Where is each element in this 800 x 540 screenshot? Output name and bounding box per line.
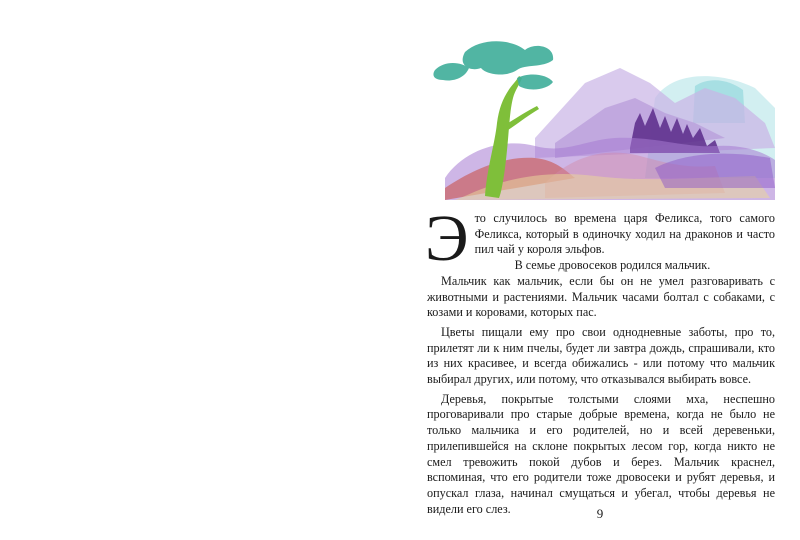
drop-cap: Э — [425, 202, 469, 275]
paragraph-3: Мальчик как мальчик, если бы он не умел разговаривать с животными и растениями. Мальчик часами болтал с собаками, с козами и коровами, которых пас. — [427, 273, 775, 320]
landscape-illustration — [425, 28, 775, 200]
page-number: 9 — [596, 506, 604, 521]
paragraph-5: Деревья, покрытые толстыми слоями мха, неспешно проговаривали про старые добрые времена, когда не было не только мальчика и его родителей, но и всей деревеньки, прилепившейся на склоне покрытых лесом гор, когда никто не смел тревожить покой дубов и берез. Мальчик краснел, вспоминая, что его родители тоже дровосеки и рубят деревья, и опускал глаза, начинал смущаться и убегал, чтобы деревья не видели его слез. — [427, 391, 775, 516]
tree-canopy — [433, 41, 553, 89]
first-paragraph-text: то случилось во времена царя Феликса, того самого Феликса, который в одиночку ходил на драконов и часто пил чай у короля эльфов. — [474, 211, 775, 257]
paragraph-4: Цветы пищали ему про свои однодневные заботы, про то, прилетят ли к ним пчелы, будет ли завтра дождь, спрашивали, кто из них красивее, и всегда обижались - или потому что мальчик выбирал других, или потому, что отказывался выбирать вовсе. — [427, 324, 775, 387]
story-text — [425, 202, 775, 517]
paragraph-2: В семье дровосеков родился мальчик. — [514, 258, 711, 273]
right-page — [400, 0, 800, 540]
